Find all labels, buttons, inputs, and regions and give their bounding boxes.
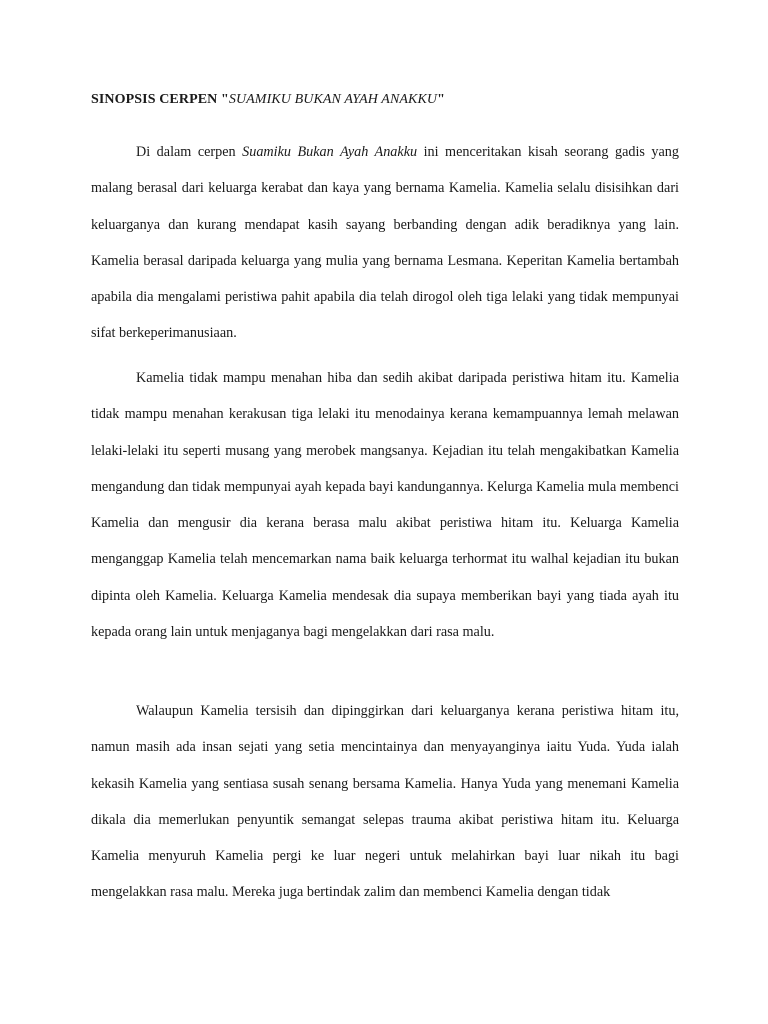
title-italic: SUAMIKU BUKAN AYAH ANAKKU xyxy=(228,92,438,107)
paragraph-2: Kamelia tidak mampu menahan hiba dan sedih akibat daripada peristiwa hitam itu. Kamelia tidak mampu menahan kerakusan tiga lelaki itu menodainya kerana kemampuannya lemah melawan lelaki-lelaki itu seperti musang yang merobek mangsanya. Kejadian itu telah mengakibatkan Kamelia mengandung dan tidak mempunyai ayah kepada bayi kandungannya. Kelurga Kamelia mula membenci Kamelia dan mengusir dia kerana berasa malu akibat peristiwa hitam itu. Keluarga Kamelia menganggap Kamelia telah mencemarkan nama baik keluarga terhormat itu walhal kejadian itu bukan dipinta oleh Kamelia. Keluarga Kamelia mendesak dia supaya memberikan bayi yang tiada ayah itu kepada orang lain untuk menjaganya bagi mengelakkan dari rasa malu. xyxy=(91,370,679,641)
title-prefix: SINOPSIS CERPEN " xyxy=(91,92,229,107)
paragraph-1 xyxy=(91,134,679,352)
paragraph-1-lead: Di dalam cerpen xyxy=(136,144,243,160)
paragraph-3: Walaupun Kamelia tersisih dan dipinggirkan dari keluarganya kerana peristiwa hitam itu, namun masih ada insan sejati yang setia mencintainya dan menyayanginya iaitu Yuda. Yuda ialah kekasih Kamelia yang sentiasa susah senang bersama Kamelia. Hanya Yuda yang menemani Kamelia dikala dia memerlukan penyuntik semangat selepas trauma akibat peristiwa hitam itu. Keluarga Kamelia menyuruh Kamelia pergi ke luar negeri untuk melahirkan bayi luar nikah itu bagi mengelakkan rasa malu. Mereka juga bertindak zalim dan membenci Kamelia dengan tidak xyxy=(91,703,679,901)
paragraph-1-body: ini menceritakan kisah seorang gadis yang malang berasal dari keluarga kerabat dan kaya yang bernama Kamelia. Kamelia selalu disisihkan dari keluarganya dan kurang mendapat kasih sayang berbanding dengan adik beradiknya yang lain. Kamelia berasal daripada keluarga yang mulia yang bernama Lesmana. Keperitan Kamelia bertambah apabila dia mengalami peristiwa pahit apabila dia telah dirogol oleh tiga lelaki yang tidak mempunyai sifat berkeperimanusiaan. xyxy=(91,144,679,342)
story-title-italic: Suamiku Bukan Ayah Anakku xyxy=(242,144,418,160)
document-title xyxy=(91,92,445,108)
title-suffix: " xyxy=(437,92,446,107)
